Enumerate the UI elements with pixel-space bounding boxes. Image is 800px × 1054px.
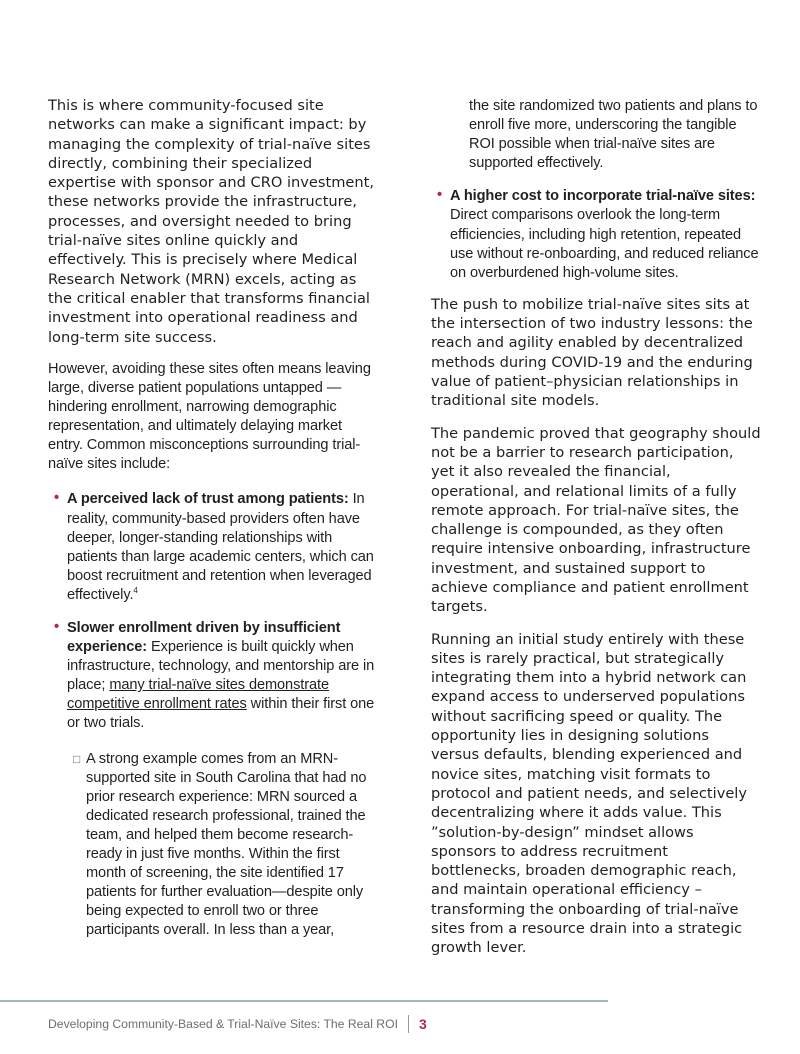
list-item (431, 187, 761, 282)
bullet-text: Experience is built quickly when infrastructure, technology, and mentorship are in place; (67, 639, 375, 694)
checkbox-square-icon: □ (73, 751, 81, 766)
bullet-heading: A higher cost to incorporate trial-naïve sites: (450, 188, 756, 205)
paragraph: Running an initial study entirely with these sites is rarely practical, but strategically integrating them into a hybrid network can expand access to underserved populations without sacrificing speed or quality. The opportunity lies in designing solutions versus defaults, blending experienced and novice sites, matching visit formats to protocol and patient needs, and selectively decentralizing where it adds value. This ”solution-by-design” mindset allows sponsors to address recruitment bottlenecks, broaden demographic reach, and maintain operational efficiency – transforming the onboarding of trial-naïve sites from a resource drain into a strategic growth lever. (431, 630, 748, 957)
list-item (48, 490, 378, 605)
bullet-dot-icon: • (54, 618, 60, 635)
page-number: 3 (418, 1016, 427, 1032)
paragraph: The push to mobilize trial-naïve sites sits at the intersection of two industry lessons: the reach and agility enabled by decentralized methods during COVID-19 and the enduring value of patient–physician relationships in traditional site models. (431, 295, 753, 410)
page-footer (48, 1015, 427, 1033)
sub-bullet (48, 750, 378, 941)
footer-divider (0, 1000, 608, 1002)
bullet-heading: A perceived lack of trust among patients: (67, 491, 349, 508)
enrollment-rates-link[interactable]: many trial-naïve sites demonstrate competitive enrollment rates (67, 677, 329, 713)
bullet-text: Direct comparisons overlook the long-term efficiencies, including high retention, repeated use without re-onboarding, and reduced reliance on overburdened high-volume sites. (450, 207, 759, 281)
bullet-text-after: within their first one or two trials. (67, 696, 375, 732)
intro-paragraph: This is where community-focused site networks can make a significant impact: by managing the complexity of trial-naïve sites directly, combining their specialized expertise with sponsor and CRO investment, these networks provide the infrastructure, processes, and oversight needed to bring trial-naïve sites online quickly and effectively. This is precisely where Medical Research Network (MRN) excels, acting as the critical enabler that transforms financial investment into operational readiness and long-term site success. (48, 97, 375, 346)
left-column (48, 96, 378, 954)
paragraph: The pandemic proved that geography should not be a barrier to research participation, yet it also revealed the financial, operational, and relational limits of a fully remote approach. For trial-naïve sites, the challenge is compounded, as they often require intensive onboarding, infrastructure investment, and sustained support to achieve compliance and patient enrollment targets. (431, 424, 761, 616)
misconceptions-intro: However, avoiding these sites often means leaving large, diverse patient populations untapped — hindering enrollment, narrowing demographic representation, and ultimately delaying market entry. Common misconceptions surrounding trial-naïve sites include: (48, 360, 371, 473)
bullet-dot-icon: • (54, 490, 60, 507)
right-column (431, 96, 761, 958)
continued-text: the site randomized two patients and plans to enroll five more, underscoring the tangible ROI possible when trial-naïve sites are supported effectively. (469, 98, 758, 172)
bullet-heading: Slower enrollment driven by insufficient experience: (67, 619, 341, 656)
misconceptions-list-continued (431, 187, 761, 282)
footer-title: Developing Community-Based & Trial-Naïve Sites: The Real ROI (48, 1017, 398, 1031)
footnote-ref: 4 (133, 586, 138, 596)
bullet-text: In reality, community-based providers often have deeper, longer-standing relationships with patients than large academic centers, which can boost recruitment and retention when leveraged effectively. (67, 491, 374, 603)
sub-bullet-text: A strong example comes from an MRN-supported site in South Carolina that had no prior research experience: MRN sourced a dedicated research professional, trained the team, and helped them become research-ready in just five months. Within the first month of screening, the site identified 17 patients for further evaluation—despite only being expected to enroll two or three participants overall. In less than a year, (86, 750, 367, 939)
list-item (48, 619, 378, 941)
footer-separator (408, 1015, 409, 1033)
misconceptions-list (48, 490, 378, 940)
bullet-dot-icon: • (437, 187, 443, 204)
